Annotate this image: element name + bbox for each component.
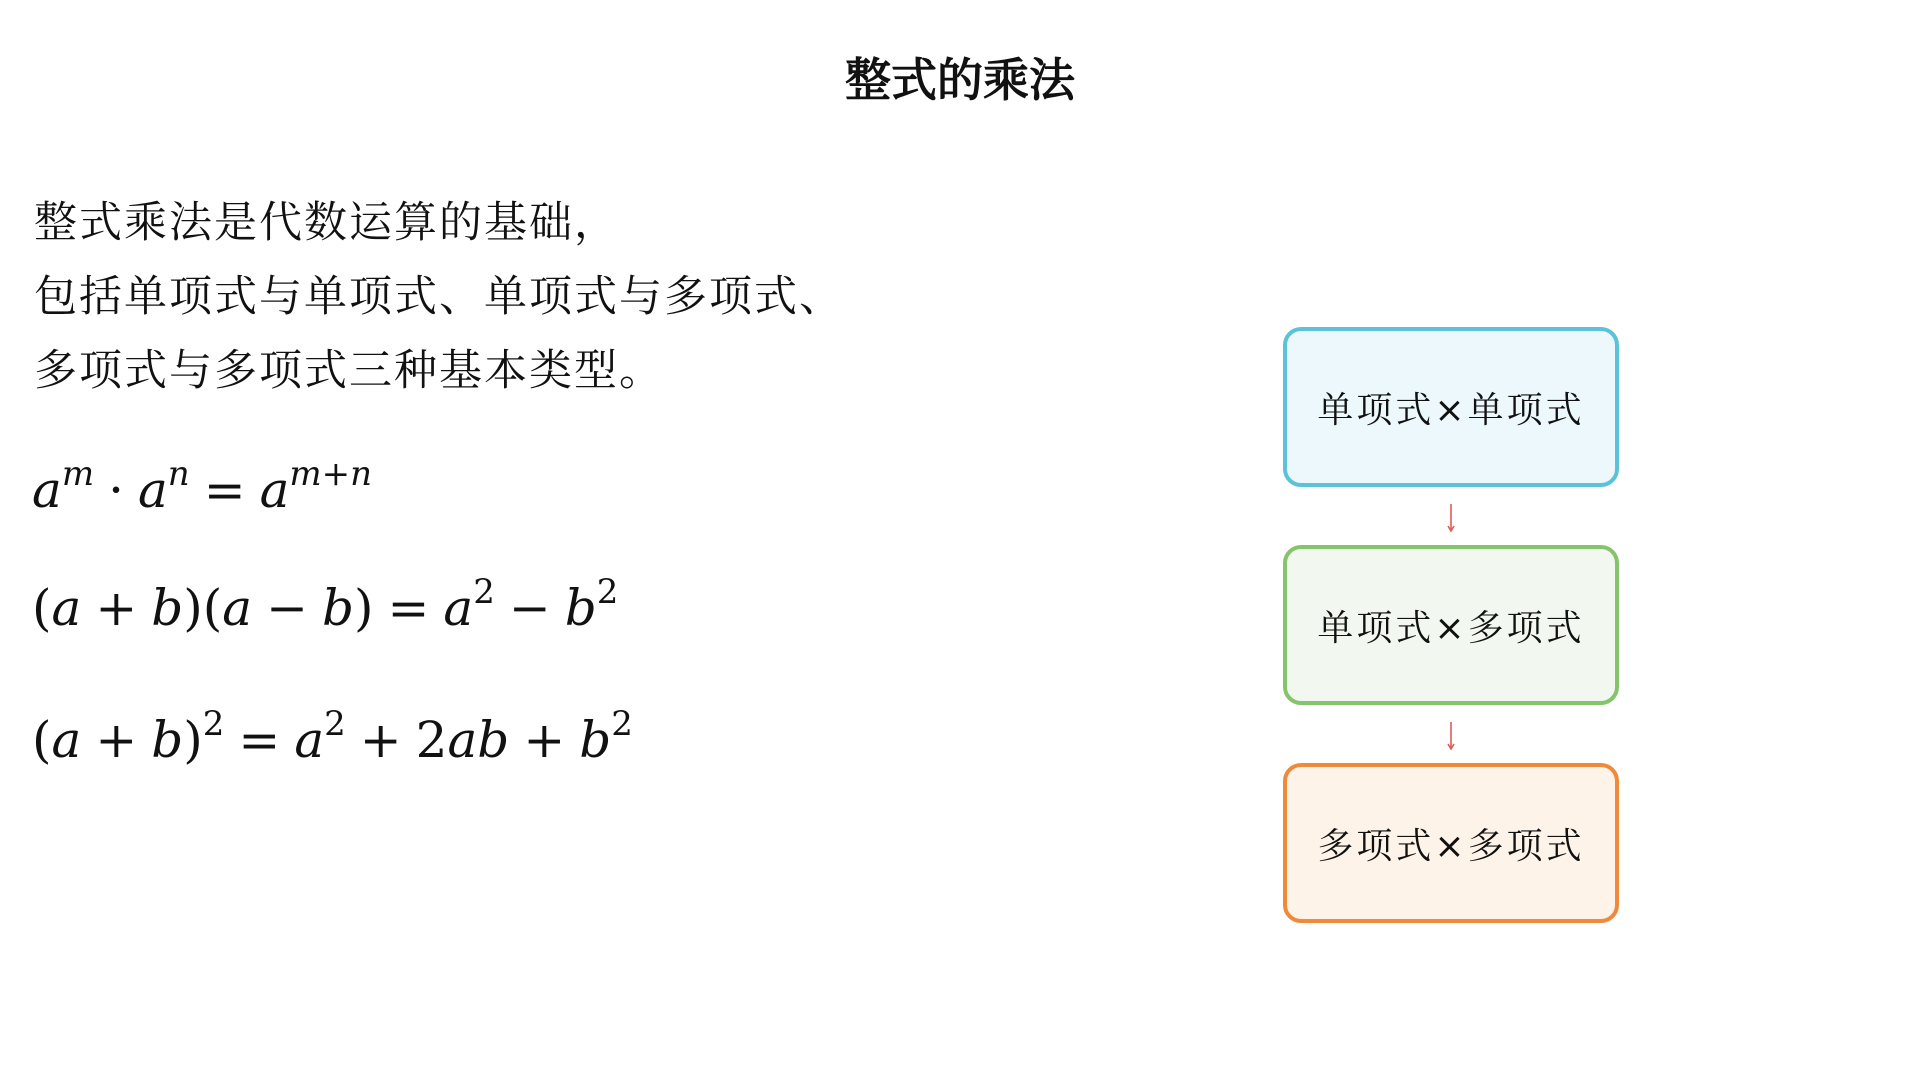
down-arrow-icon [1445,502,1457,534]
flow-step-label: 多项式×多项式 [1317,825,1585,867]
flow-step-monomial-monomial [1283,327,1619,487]
flow-step-label: 单项式×多项式 [1317,607,1585,649]
intro-line: 整式乘法是代数运算的基础， [34,198,619,248]
flow-step-monomial-polynomial [1283,545,1619,705]
intro-paragraph [34,186,1134,408]
intro-line: 多项式与多项式三种基本类型。 [34,346,664,396]
formula-perfect-square: $(a + b)^2 = a^2 + 2ab + b^2$ [32,704,633,769]
down-arrow-icon [1445,720,1457,752]
formula-exponent-product: $a^m \cdot a^n = a^{m+n}$ [32,454,373,519]
flow-step-polynomial-polynomial [1283,763,1619,923]
formula-difference-of-squares: $(a + b)(a - b) = a^2 - b^2$ [32,572,619,637]
intro-line: 包括单项式与单项式、单项式与多项式、 [34,272,844,322]
page-title: 整式的乘法 [845,53,1075,107]
flow-step-label: 单项式×单项式 [1317,389,1585,431]
